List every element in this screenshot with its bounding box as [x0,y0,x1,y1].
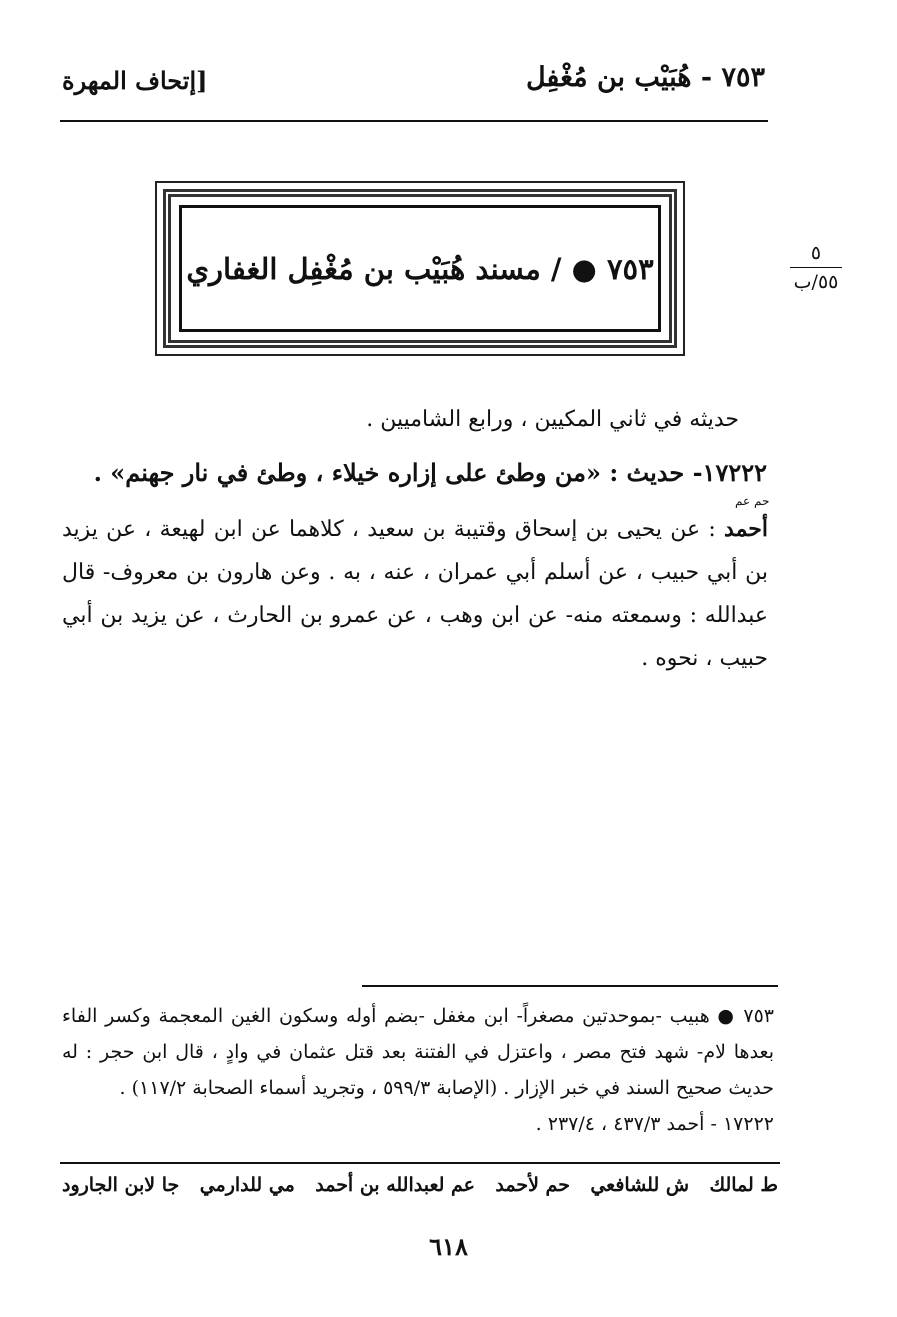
margin-number: ٥ [810,242,822,264]
footnote: ٧٥٣ ● هبيب -بموحدتين مصغراً- ابن مغفل -بضم أوله وسكون الغين المعجمة وكسر الفاء بعدها لام- شهد فتح مصر ، واعتزل في الفتنة بعد قتل عثمان في وادٍ ، قال ابن حجر : له حديث صحيح السند في خبر الإزار . (الإصابة ٥٩٩/٣ ، وتجريد أسماء الصحابة ١١٧/٢) . [62,1005,774,1099]
ornamental-border [163,189,677,348]
siglum-item: جا لابن الجارود [62,1174,180,1196]
book-title: [إتحاف المهرة [62,66,208,95]
sigla-divider [60,1162,780,1164]
running-title: ٧٥٣ - هُبَيْب بن مُغْفِل [525,62,765,93]
section-heading-frame [155,181,685,356]
siglum-item: ش للشافعي [590,1174,690,1196]
source-siglum: حم عم [735,494,770,508]
header-divider [60,120,768,122]
sigla-legend [62,1174,778,1196]
siglum-item: مي للدارمي [199,1174,295,1196]
isnad-paragraph [62,508,768,680]
isnad-label: أحمد [724,516,768,542]
footnote-divider [362,985,778,987]
section-heading: ٧٥٣ ● / مسند هُبَيْب بن مُغْفِل الغفاري [186,251,654,286]
intro-line: حديثه في ثاني المكيين ، ورابع الشاميين . [366,407,739,432]
siglum-item: عم لعبدالله بن أحمد [315,1174,475,1196]
isnad-text: : عن يحيى بن إسحاق وقتيبة بن سعيد ، كلاهما عن ابن لهيعة ، عن يزيد بن أبي حبيب ، عن أسلم أبي عمران ، عنه ، به . وعن هارون بن معروف- قال عبدالله : وسمعته منه- عن ابن وهب ، عن عمرو بن الحارث ، عن يزيد بن أبي حبيب ، نحوه . [62,517,768,671]
margin-folio: ٥٥/ب [793,271,839,293]
hadith-number: ١٧٢٢٢ [702,458,767,487]
margin-rule [790,267,842,268]
hadith-text: - حديث : «من وطئ على إزاره خيلاء ، وطئ في نار جهنم» . [93,458,703,487]
footnote: ١٧٢٢٢ - أحمد ٤٣٧/٣ ، ٢٣٧/٤ . [535,1113,774,1135]
heading-box [179,205,661,332]
hadith-heading [94,458,767,487]
page-number: ٦١٨ [429,1232,468,1261]
footnotes [62,998,774,1142]
siglum-item: ط لمالك [709,1174,778,1196]
siglum-item: حم لأحمد [495,1174,570,1196]
margin-reference [790,242,842,293]
